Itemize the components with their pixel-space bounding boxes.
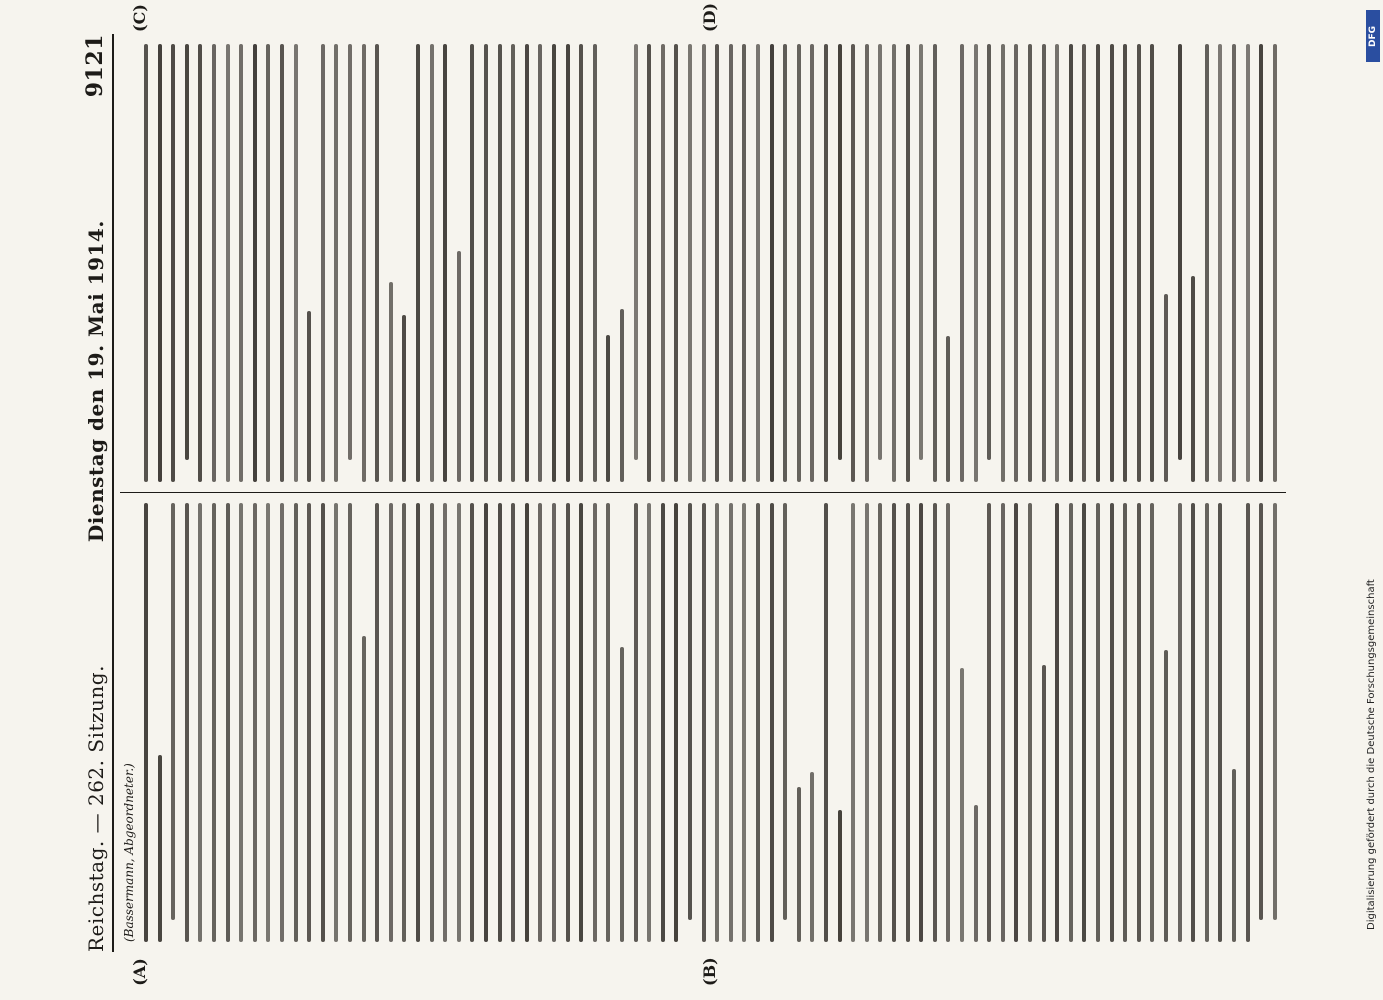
text-line [307, 311, 311, 483]
text-line [824, 44, 828, 483]
text-line [702, 44, 706, 483]
text-line [566, 44, 570, 483]
header-date: Dienstag den 19. Mai 1914. [84, 220, 108, 543]
text-line [362, 636, 366, 942]
speaker-note: (Bassermann, Abgeordneter.) [122, 763, 136, 942]
text-line [266, 44, 270, 483]
text-line [729, 504, 733, 943]
page-header [70, 34, 108, 952]
text-line [579, 504, 583, 943]
text-line [770, 504, 774, 943]
text-line [158, 755, 162, 942]
text-line [307, 504, 311, 943]
text-line [1096, 44, 1100, 483]
text-line [484, 504, 488, 943]
text-line [430, 504, 434, 943]
text-line [688, 504, 692, 921]
margin-marker-c: (C) [130, 4, 149, 32]
text-line [878, 504, 882, 943]
text-line [538, 44, 542, 483]
text-line [674, 504, 678, 943]
text-line [1123, 504, 1127, 943]
text-line [266, 504, 270, 943]
text-line [715, 44, 719, 483]
text-line [606, 335, 610, 483]
text-line [661, 44, 665, 483]
text-line [1218, 504, 1222, 943]
text-line [1123, 44, 1127, 483]
text-line [253, 44, 257, 483]
header-rule [112, 34, 114, 952]
text-line [171, 504, 175, 921]
text-line [1232, 769, 1236, 942]
text-line [334, 504, 338, 943]
text-line [198, 504, 202, 943]
text-line [538, 504, 542, 943]
text-line [457, 504, 461, 943]
text-line [552, 44, 556, 483]
text-line [987, 44, 991, 461]
text-line [511, 504, 515, 943]
text-line [1150, 44, 1154, 483]
header-session: Reichstag. — 262. Sitzung. [84, 665, 108, 952]
text-line [906, 504, 910, 943]
text-line [1178, 504, 1182, 943]
text-line [674, 44, 678, 483]
text-line [1069, 44, 1073, 483]
text-line [511, 44, 515, 483]
text-line [1028, 504, 1032, 943]
text-line [294, 504, 298, 943]
text-line [362, 44, 366, 483]
text-line [375, 504, 379, 943]
text-line [253, 504, 257, 943]
text-line [321, 44, 325, 483]
text-line [1028, 44, 1032, 483]
text-line [756, 504, 760, 943]
text-line [1259, 44, 1263, 483]
text-line [158, 44, 162, 483]
text-line [593, 44, 597, 483]
text-columns [120, 34, 1286, 952]
margin-marker-d: (D) [700, 2, 719, 32]
text-line [579, 44, 583, 483]
text-line [402, 504, 406, 943]
text-line [960, 44, 964, 483]
text-line [1001, 504, 1005, 943]
text-line [525, 504, 529, 943]
text-line [1164, 650, 1168, 942]
text-line [906, 44, 910, 483]
text-line [1150, 504, 1154, 943]
text-line [878, 44, 882, 461]
text-line [688, 44, 692, 483]
text-line [838, 810, 842, 942]
text-line [348, 44, 352, 461]
text-line [933, 44, 937, 483]
margin-marker-b: (B) [700, 957, 719, 986]
dfg-logo: DFG [1366, 10, 1380, 62]
text-line [606, 504, 610, 943]
text-line [1014, 504, 1018, 943]
text-line [185, 504, 189, 943]
text-line [171, 44, 175, 483]
text-line [1164, 294, 1168, 483]
text-line [1246, 504, 1250, 943]
text-line [1042, 44, 1046, 483]
text-line [552, 504, 556, 943]
text-line [838, 44, 842, 461]
text-line [1055, 44, 1059, 483]
text-line [239, 504, 243, 943]
text-line [797, 44, 801, 483]
text-line [226, 44, 230, 483]
text-line [974, 805, 978, 942]
text-line [1232, 44, 1236, 483]
text-line [851, 44, 855, 483]
text-line [620, 309, 624, 483]
text-line [1191, 276, 1195, 483]
text-line [144, 504, 148, 943]
text-line [185, 44, 189, 461]
text-line [566, 504, 570, 943]
text-line [443, 44, 447, 483]
text-line [144, 44, 148, 483]
text-line [865, 504, 869, 943]
text-line [280, 44, 284, 483]
text-line [443, 504, 447, 943]
text-line [987, 504, 991, 943]
text-line [498, 44, 502, 483]
text-line [919, 44, 923, 461]
text-line [389, 504, 393, 943]
text-line [892, 504, 896, 943]
text-line [1273, 44, 1277, 483]
text-line [593, 504, 597, 943]
column-right [120, 34, 1286, 493]
text-line [634, 44, 638, 461]
text-line [1191, 504, 1195, 943]
text-line [1218, 44, 1222, 483]
text-line [742, 504, 746, 943]
text-line [375, 44, 379, 483]
text-line [457, 251, 461, 483]
text-line [702, 504, 706, 943]
text-line [198, 44, 202, 483]
text-line [946, 504, 950, 943]
text-line [1137, 504, 1141, 943]
column-left [120, 493, 1286, 953]
text-line [661, 504, 665, 943]
text-line [1205, 44, 1209, 483]
text-line [729, 44, 733, 483]
text-line [416, 504, 420, 943]
text-line [212, 44, 216, 483]
text-line [1001, 44, 1005, 483]
text-line [239, 44, 243, 483]
margin-marker-a: (A) [130, 958, 149, 986]
text-line [1246, 44, 1250, 483]
text-line [647, 44, 651, 483]
column-left-text-lines [142, 504, 1286, 943]
text-line [1137, 44, 1141, 483]
text-line [525, 44, 529, 483]
column-right-text-lines [142, 44, 1286, 483]
text-line [1273, 504, 1277, 921]
text-line [919, 504, 923, 943]
text-line [797, 787, 801, 942]
text-line [1014, 44, 1018, 483]
text-line [470, 44, 474, 483]
text-line [484, 44, 488, 483]
rotated-newspaper-page [60, 0, 1300, 1000]
text-line [770, 44, 774, 483]
text-line [620, 647, 624, 942]
text-line [389, 282, 393, 482]
text-line [348, 504, 352, 943]
text-line [321, 504, 325, 943]
text-line [974, 44, 978, 483]
text-line [960, 668, 964, 942]
text-line [212, 504, 216, 943]
text-line [430, 44, 434, 483]
text-line [810, 772, 814, 942]
text-line [892, 44, 896, 483]
text-line [226, 504, 230, 943]
text-line [1110, 44, 1114, 483]
text-line [946, 336, 950, 483]
text-line [498, 504, 502, 943]
digitization-credit: Digitalisierung gefördert durch die Deutsche Forschungsgemeinschaft [1366, 579, 1377, 930]
text-line [783, 504, 787, 921]
text-line [1110, 504, 1114, 943]
text-line [1096, 504, 1100, 943]
text-line [1042, 665, 1046, 942]
text-line [280, 504, 284, 943]
text-line [1055, 504, 1059, 943]
text-line [1082, 44, 1086, 483]
text-line [634, 504, 638, 943]
text-line [933, 504, 937, 943]
text-line [810, 44, 814, 483]
text-line [851, 504, 855, 943]
text-line [865, 44, 869, 483]
text-line [756, 44, 760, 483]
text-line [647, 504, 651, 943]
text-line [416, 44, 420, 483]
text-line [824, 504, 828, 943]
text-line [1082, 504, 1086, 943]
text-line [715, 504, 719, 943]
text-line [1069, 504, 1073, 943]
text-line [470, 504, 474, 943]
text-line [1205, 504, 1209, 943]
text-line [783, 44, 787, 483]
text-line [294, 44, 298, 483]
text-line [402, 315, 406, 483]
text-line [742, 44, 746, 483]
text-line [334, 44, 338, 483]
page-number: 9121 [82, 34, 108, 98]
text-line [1259, 504, 1263, 921]
text-line [1178, 44, 1182, 461]
